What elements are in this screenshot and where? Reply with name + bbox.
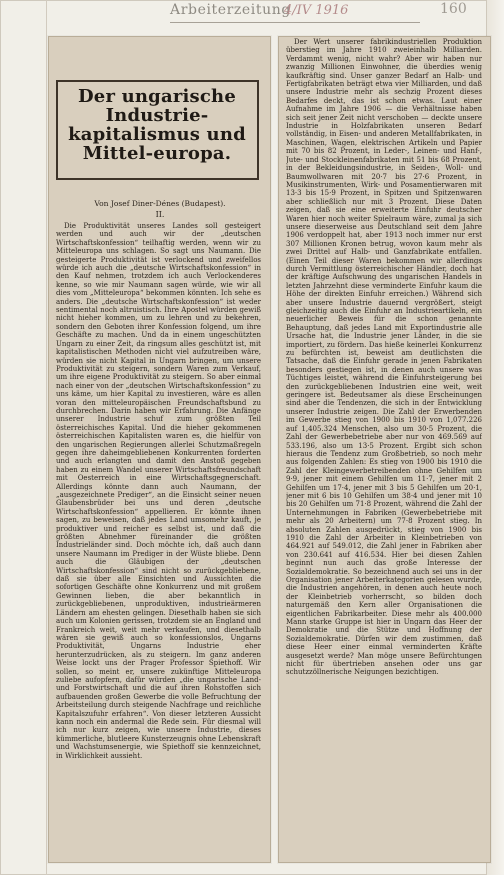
handwritten-date: 4/IV 1916 xyxy=(284,3,349,18)
page-number: 160 xyxy=(440,1,467,17)
source-stamp: Arbeiterzeitung xyxy=(170,2,291,18)
article-body-right xyxy=(286,38,482,856)
right-column-text: Der Wert unserer fabrikindustriellen Produktion überstieg im Jahre 1910 zweieinhalb Milliarden. Verdammt wenig, nicht wahr? Aber wir haben nur zwanzig Millionen Einwohner, die überdies wenig kaufkräftig sind. Unser ganzer Bedarf an Halb- und Fertigfabrikaten beträgt etwa vier Milliarden, und daß unsere Industrie mehr als sechzig Prozent dieses Bedarfes deckt, das ist schon etwas. Laut einer Aufnahme im Jahre 1906 — die Verhältnisse haben sich seit jener Zeit nicht verschoben — deckte unsere Industrie in Holzfabrikaten unseren Bedarf vollständig, in Eisen- und anderen Metallfabrikaten, in Maschinen, Wagen, elektrischen Artikeln und Papier mit 70 bis 82 Prozent, in Leder-, Leinen- und Hanf-, Jute- und Stockleinenfabrikaten mit 51 bis 68 Prozent, in der Bekleidungsindustrie, in Seiden-, Woll- und Baumwollwaren mit 20·7 bis 27·6 Prozent, in Musikinstrumenten, Wirk- und Posamentierwaren mit 13·3 bis 15·9 Prozent, in Spitzen und Spitzenwaren aber schließlich nur mit 3 Prozent. Diese Daten zeigen, daß sie eine erweiterte Einfuhr deutscher Waren hier noch weiter Spielraum wäre, zumal ja sich unsere dieserweise aus Deutschland seit dem Jahre 1906 verdoppelt hat, aber 1913 noch immer nur erst 307 Millionen Kronen betrug, wovon kaum mehr als zwei Drittel auf Halb- und Ganzfabrikate entfallen. (Einen Teil dieser Waren bekommen wir allerdings durch Vermittlung österreichischer Händler, doch hat der kräftige Aufschwung des ungarischen Handels in letzten Jahrzehnt diese verminderte Einfuhr kaum die Höhe der direkten Einfuhr erreichen.) Während sich aber unsere Industrie dauernd vergrößert, steigt gleichzeitig auch die Einfuhr an Industrieartikeln, ein neuerlicher Beweis für die schon genannte Behauptung, daß jedes Land mit Exportindustrie alle Ursache hat, die Industrie jener Länder, in die sie importiert, zu fördern. Das hieße keinerlei Konkurrenz zu befürchten ist, beweist am deutlichsten die Tatsache, daß die Einfuhr gerade in jenen Fabrikaten besonders gestiegen ist, in denen auch unsere was Tüchtiges leistet, während die Einfuhrsteigerung bei den zurückgebliebenen Industrien eine weit, weit geringere ist. Bedeutsamer als diese Erscheinungen sind aber die Tendenzen, die sich in der Entwicklung unserer Industrie zeigen. Die Zahl der Erwerbenden im Gewerbe stieg von 1900 bis 1910 von 1,077.226 auf 1,405.324 Menschen, also um 30·5 Prozent, die Zahl der Gewerbebetriebe aber nur von 469.569 auf 533.196, also um 13·5 Prozent. Ergibt sich schon hieraus die Tendenz zum Großbetrieb, so noch mehr aus folgenden Zahlen: Es stieg von 1900 bis 1910 die Zahl der Kleingewerbetreibenden ohne Gehilfen um 9·9, jener mit einem Gehilfen um 11·7, jener mit 2 Gehilfen um 17·4, jener mit 3 bis 5 Gehilfen um 20·1, jener mit 6 bis 10 Gehilfen um 38·4 und jener mit 10 bis 20 Gehilfen um 71·8 Prozent, während die Zahl der Unternehmungen in Fabriken (Gewerbebetriebe mit mehr als 20 Arbeitern) um 77·8 Prozent stieg. In absoluten Zahlen ausgedrückt, stieg von 1900 bis 1910 die Zahl der Arbeiter in Kleinbetrieben von 464.921 auf 549.012, die Zahl jener in Fabriken aber von 230.641 auf 416.534. Hier bei diesen Zahlen beginnt nun auch das große Interesse der Sozialdemokratie. So bezeichnend auch sei uns in der Organisation jener Arbeiterkategorien gelesen wurde, die Industrien angehören, in denen auch heute noch der Kleinbetrieb vorherrscht, so bilden doch naturgemäß den Kern aller Organisationen die eigentlichen Fabrikarbeiter. Diese mehr als 400.000 Mann starke Gruppe ist hier in Ungarn das Heer der Demokratie und die Stütze und Hoffnung der Sozialdemokratie. Dürfen wir dem zustimmen, daß diese Heer einer einmal verminderten Kräfte ausgesetzt werde? Man möge unsere Befürchtungen nicht für übertrieben ansehen oder uns gar schutzzöllnerische Neigungen bezichtigen. xyxy=(286,38,482,677)
header-rule xyxy=(170,22,420,23)
left-column-text: Die Produktivität unseres Landes soll gesteigert werden und auch wir der „deutschen Wirtschaftskonfession“ teilhaftig werden, wenn wir zu Mitteleuropa uns schlagen. So sagt uns Naumann. Die gesteigerte Produktivität ist verlockend und zweifellos würde ich auch die „deutsche Wirtschaftskonfession“ in den Kauf nehmen, trotzdem ich auch Verlockenderes kenne, so wie mir Naumann sagen würde, wie wir all dies vom „Mitteleuropa“ bekommen könnten. Ich sehe es anders. Die „deutsche Wirtschaftskonfession“ ist weder sentimental noch altruistisch. Ihre Apostel würden gewiß nicht hieher kommen, um zu lehren und zu bekehren, sondern den Geboten ihrer Konfession folgend, um ihre Geschäfte zu machen. Und da in einem ungeschützten Ungarn zu einer Zeit, da ringsum alles geschützt ist, mit kapitalistischen Methoden nicht viel aufzutreiben wäre, würden sie nicht Kapital in Ungarn bringen, um unsere Produktivität zu steigern, sondern Waren zum Verkauf, um ihre eigene Produktivität zu steigern. So aber einmal nach einer von der „deutschen Wirtschaftskonfession“ zu uns käme, um hier Kapital zu investieren, wäre es allen voran den mitteleuropäischen Freundschaftsbund zu durchbrechen. Darin haben wir Erfahrung. Die Anfänge unserer Industrie schuf zum größten Teil österreichisches Kapital. Und die hieher gekommenen österreichischen Kapitalisten waren es, die hielfür von den ungarischen Regierungen allerlei Schutzmaßregeln gegen ihre daheimgebliebenen Konkurrenten forderten und auch erlangten und damit den Anstoß gegeben haben zu einem Wandel unserer Wirtschaftsfreundschaft mit Oesterreich in eine Wirtschaftsgegnerschaft. Allerdings könnte dann auch Naumann, der „ausgezeichnete Prediger“, an die Einsicht seiner neuen Glaubensbrüder bei uns und deren „deutsche Wirtschaftskonfession“ appellieren. Er könnte ihnen sagen, zu beweisen, daß jedes Land umsomehr kauft, je produktiver und reicher es selbst ist, und daß die größten Abnehmer füreinander die größten Industrieländer sind. Doch möchte ich, daß auch dann unsere Naumann im Prediger in der Wüste bliebe. Denn auch die Gläubigen der „deutschen Wirtschaftskonfession“ sind nicht so zurückgebliebene, daß sie über alle Einsichten und Aussichten die sofortigen Geschäfte ohne Konkurrenz und mit großem Gewinnen lieben, die aber bekanntlich in zurückgebliebenen, unproduktiven, industrieärmeren Ländern am ehesten gelingen. Diesethalb haben sie sich auch um Kolonien gerissen, trotzdem sie an England und Frankreich weit, weit mehr verkaufen, und diesethalb wären sie gewiß auch so konfessionslos, Ungarns Produktivität, Ungarns Industrie eher herunterzudrücken, als zu steigern. Im ganz anderen Weise lockt uns der Prager Professor Spiethoff. Wir sollen, so meint er, unsere zukünftige Mitteleuropa zuliebe aufopfern, dafür würden „die ungarische Land- und Forstwirtschaft und die auf ihren Rohstoffen sich aufbauenden großen Gewerbe die volle Befruchtung der Arbeitsteilung durch steigende Nachfrage und reichliche Kapitalszufuhr erfahren“. Von dieser letzteren Aussicht kann noch ein andermal die Rede sein. Für diesmal will ich nur kurz zeigen, wie unsere Industrie, dieses kümmerliche, blutleere Kunsterzeugnis ohne Lebenskraft und Wachstumsenergie, wie Spiethoff sie kennzeichnet, in Wirklichkeit aussieht. xyxy=(56,222,261,760)
article-author: Von Josef Diner-Dénes (Budapest). xyxy=(94,199,226,208)
article-body-left xyxy=(56,222,261,856)
left-margin xyxy=(28,0,47,875)
section-number: II. xyxy=(155,210,165,219)
article-title: Der ungarische Industrie-kapitalismus und Mittel-europa. xyxy=(68,86,246,164)
